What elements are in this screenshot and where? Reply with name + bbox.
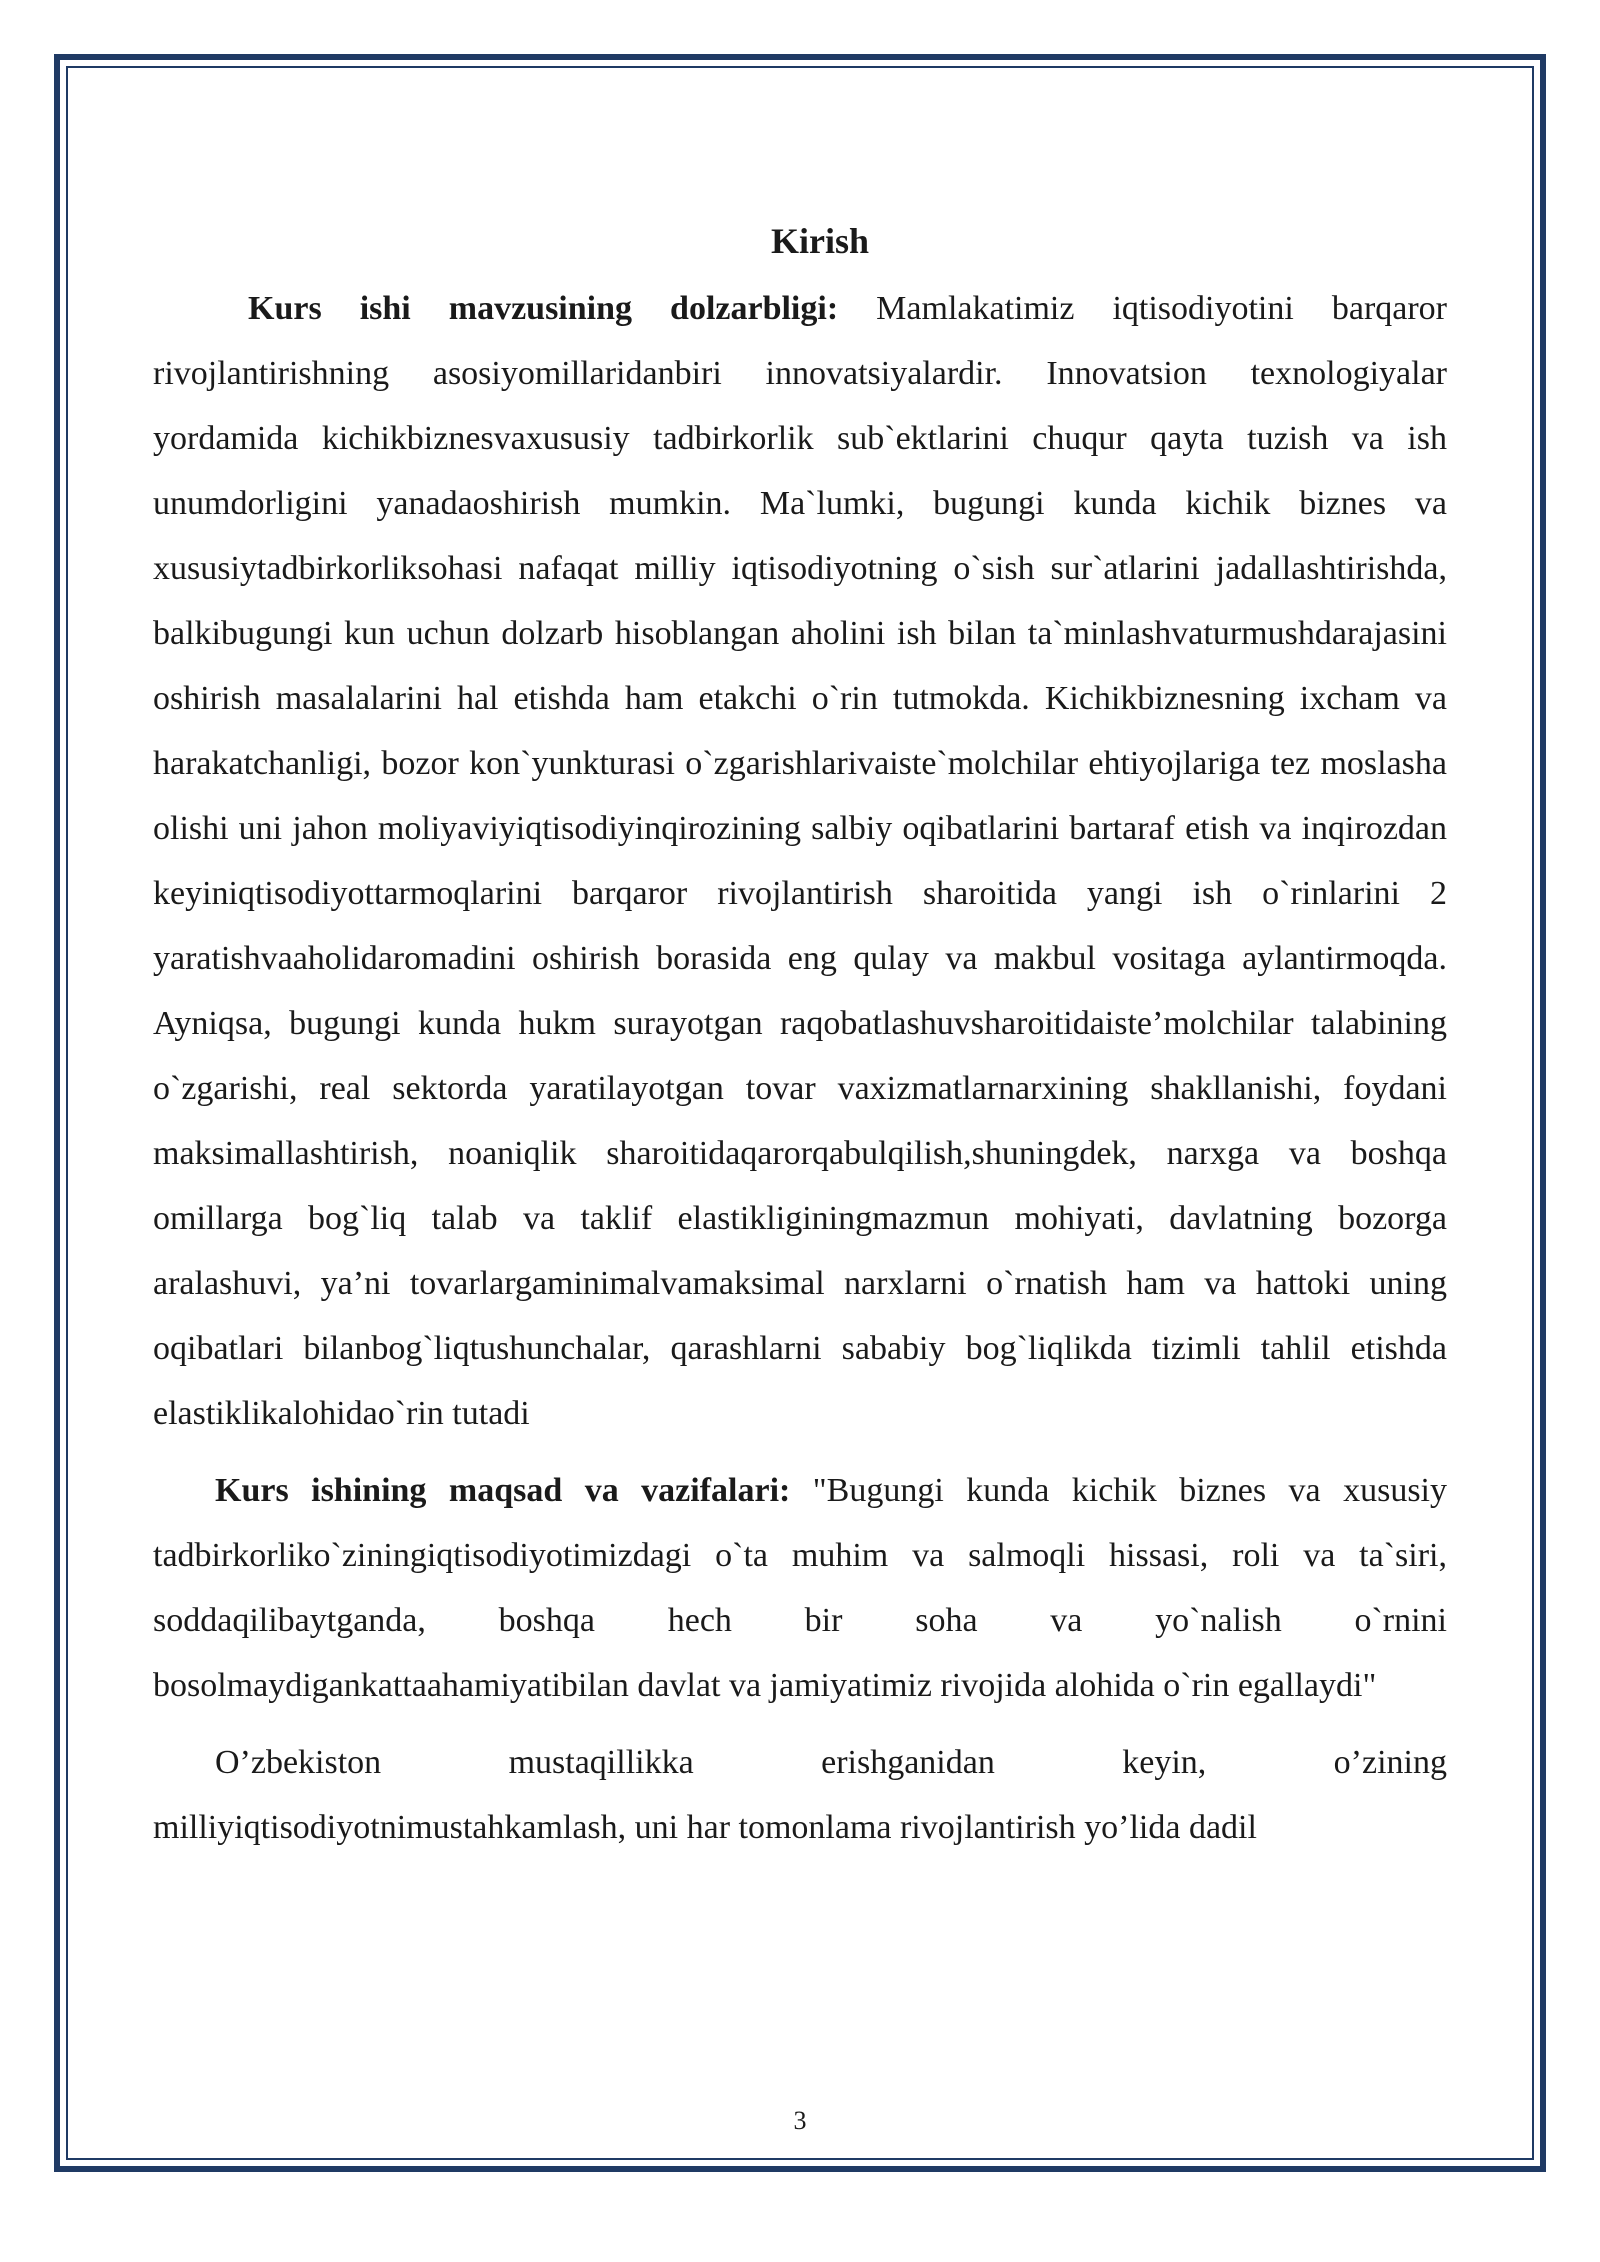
paragraph-text-goals: "Bugungi kunda kichik biznes va xususiy tadbirkorliko`ziningiqtisodiyotimizdagi o`ta muhim va salmoqli hissasi, roli va ta`siri, soddaqilibaytganda, boshqa hech bir soha va yo`nalish o`rnini bosolmaydigankattaahamiyatibilan davlat va jamiyatimiz rivojida alohida o`rin egallaydi" [153,1472,1448,1704]
page-title: Kirish [770,221,869,261]
paragraph-text-independence: O’zbekiston mustaqillikka erishganidan keyin, o’zining milliyiqtisodiyotnimustahkamlash, uni har tomonlama rivojlantirish yo’lida dadil [153,1744,1447,1846]
page-number: 3 [793,2106,807,2135]
paragraph-independence [153,1730,1447,1860]
paragraph-goals [153,1458,1447,1718]
paragraph-relevance [153,276,1447,1446]
page-content [153,206,1447,1860]
paragraph-lead-goals: Kurs ishining maqsad va vazifalari: [215,1472,791,1509]
paragraph-lead-relevance: Kurs ishi mavzusining dolzarbligi: [248,290,839,327]
paragraph-text-relevance: Mamlakatimiz iqtisodiyotini barqaror rivojlantirishning asosiyomillaridanbiri innovatsiyalardir. Innovatsion texnologiyalar yordamida kichikbiznesvaxususiy tadbirkorlik sub`ektlarini chuqur qayta tuzish va ish unumdorligini yanadaoshirish mumkin. Ma`lumki, bugungi kunda kichik biznes va xususiytadbirkorliksohasi nafaqat milliy iqtisodiyotning o`sish sur`atlarini jadallashtirishda, balkibugungi kun uchun dolzarb hisoblangan aholini ish bilan ta`minlashvaturmushdarajasini oshirish masalalarini hal etishda ham etakchi o`rin tutmokda. Kichikbiznesning ixcham va harakatchanligi, bozor kon`yunkturasi o`zgarishlarivaiste`molchilar ehtiyojlariga tez moslasha olishi uni jahon moliyaviyiqtisodiyinqirozining salbiy oqibatlarini bartaraf etish va inqirozdan keyiniqtisodiyottarmoqlarini barqaror rivojlantirish sharoitida yangi ish o`rinlarini 2 yaratishvaaholidaromadini oshirish borasida eng qulay va makbul vositaga aylantirmoqda. Ayniqsa, bugungi kunda hukm surayotgan raqobatlashuvsharoitidaiste’molchilar talabining o`zgarishi, real sektorda yaratilayotgan tovar vaxizmatlarnarxining shakllanishi, foydani maksimallashtirish, noaniqlik sharoitidaqarorqabulqilish,shuningdek, narxga va boshqa omillarga bog`liq talab va taklif elastikliginingmazmun mohiyati, davlatning bozorga aralashuvi, ya’ni tovarlargaminimalvamaksimal narxlarni o`rnatish ham va hattoki uning oqibatlari bilanbog`liqtushunchalar, qarashlarni sababiy bog`liqlikda tizimli tahlil etishda elastiklikalohidao`rin tutadi [153,290,1447,1432]
